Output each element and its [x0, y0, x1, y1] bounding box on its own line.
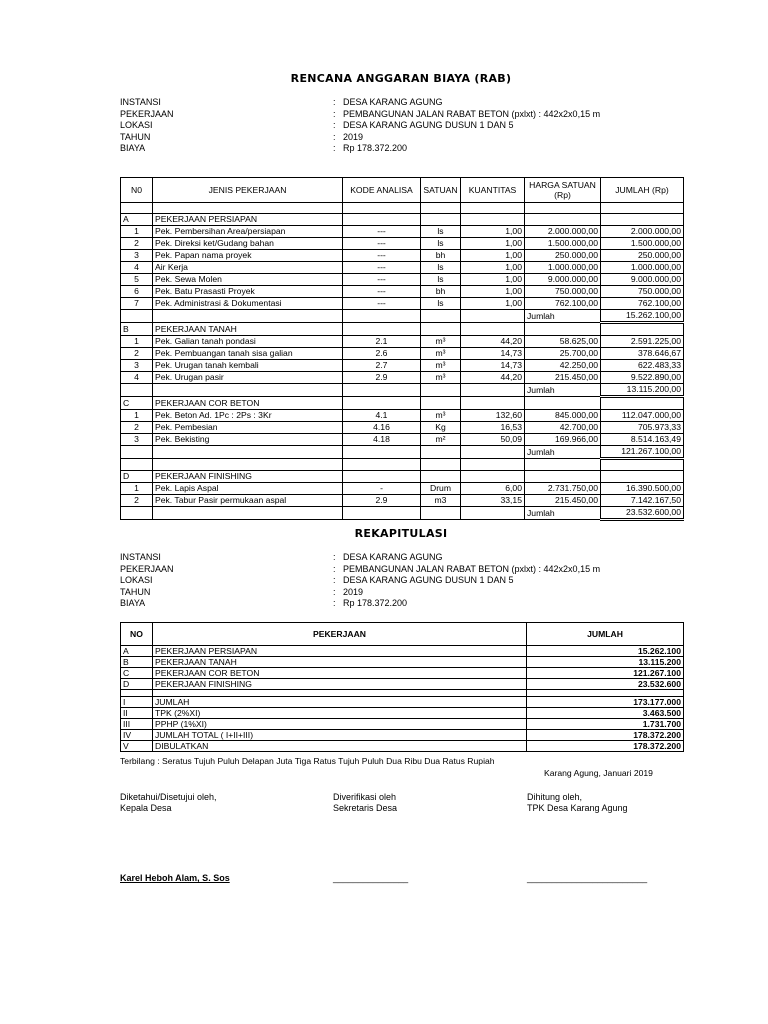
row-kuantitas: 33,15	[461, 495, 525, 507]
row-jenis: Pek. Sewa Molen	[153, 274, 343, 286]
row-kuantitas: 50,09	[461, 434, 525, 446]
table-row	[121, 410, 684, 422]
section-name: PEKERJAAN TANAH	[153, 323, 343, 336]
row-no: 3	[121, 250, 153, 262]
section-name: PEKERJAAN PERSIAPAN	[153, 214, 343, 226]
section-code: C	[121, 397, 153, 410]
rekap-no: IV	[121, 730, 153, 741]
rekap-row	[121, 708, 684, 719]
row-jenis: Pek. Bekisting	[153, 434, 343, 446]
rekap-header-no: NO	[121, 623, 153, 646]
rekap-no: V	[121, 741, 153, 752]
header-harga: HARGA SATUAN (Rp)	[525, 178, 601, 203]
rekap-header-pekerjaan: PEKERJAAN	[153, 623, 527, 646]
jumlah-label: Jumlah	[525, 310, 601, 323]
row-jenis: Pek. Pembersihan Area/persiapan	[153, 226, 343, 238]
section-total: 15.262.100,00	[601, 310, 684, 323]
rekap-table	[120, 622, 684, 752]
row-no: 1	[121, 336, 153, 348]
row-harga: 169.966,00	[525, 434, 601, 446]
table-row	[121, 348, 684, 360]
section-name: PEKERJAAN FINISHING	[153, 471, 343, 483]
row-no: 5	[121, 274, 153, 286]
info-value: DESA KARANG AGUNG	[343, 97, 443, 107]
rekap-row	[121, 719, 684, 730]
table-row	[121, 250, 684, 262]
rekap-pekerjaan: PEKERJAAN TANAH	[153, 657, 527, 668]
info-value: DESA KARANG AGUNG	[343, 552, 443, 562]
jumlah-label: Jumlah	[525, 507, 601, 520]
info-colon: :	[333, 97, 336, 107]
row-kode: 2.1	[343, 336, 421, 348]
info-colon: :	[333, 143, 336, 153]
row-harga: 25.700,00	[525, 348, 601, 360]
table-row	[121, 434, 684, 446]
jumlah-label: Jumlah	[525, 446, 601, 459]
rekap-jumlah: 3.463.500	[527, 708, 684, 719]
section-total: 13.115.200,00	[601, 384, 684, 397]
rekap-jumlah: 178.372.200	[527, 730, 684, 741]
section-header-row	[121, 471, 684, 483]
rekap-pekerjaan: PEKERJAAN FINISHING	[153, 679, 527, 690]
row-satuan: Kg	[421, 422, 461, 434]
rekap-row	[121, 657, 684, 668]
row-jumlah: 8.514.163,49	[601, 434, 684, 446]
row-no: 2	[121, 495, 153, 507]
info-row	[120, 97, 600, 109]
row-kode: ---	[343, 274, 421, 286]
table-row	[121, 298, 684, 310]
section-total-row	[121, 507, 684, 520]
signature-title: Kepala Desa	[120, 803, 172, 813]
row-jenis: Pek. Batu Prasasti Proyek	[153, 286, 343, 298]
info-colon: :	[333, 552, 336, 562]
row-no: 6	[121, 286, 153, 298]
section-code: D	[121, 471, 153, 483]
row-kuantitas: 132,60	[461, 410, 525, 422]
blank-row	[121, 203, 684, 214]
row-satuan: bh	[421, 286, 461, 298]
row-kuantitas: 1,00	[461, 274, 525, 286]
rekap-no: II	[121, 708, 153, 719]
signatory-line-sekretaris: _______________	[333, 873, 409, 883]
row-jenis: Pek. Tabur Pasir permukaan aspal	[153, 495, 343, 507]
section-total-row	[121, 310, 684, 323]
row-kode: ---	[343, 298, 421, 310]
terbilang-text: Terbilang : Seratus Tujuh Puluh Delapan Juta Tiga Ratus Tujuh Puluh Dua Ribu Dua Ratus Rupiah	[120, 756, 495, 766]
row-jumlah: 762.100,00	[601, 298, 684, 310]
row-jenis: Pek. Galian tanah pondasi	[153, 336, 343, 348]
rekap-row	[121, 730, 684, 741]
rekap-pekerjaan: PEKERJAAN COR BETON	[153, 668, 527, 679]
row-kode: 2.6	[343, 348, 421, 360]
rekap-jumlah: 173.177.000	[527, 697, 684, 708]
rekap-info	[120, 552, 600, 610]
jumlah-label: Jumlah	[525, 384, 601, 397]
signature-role: Diketahui/Disetujui oleh,	[120, 792, 217, 802]
row-kuantitas: 1,00	[461, 286, 525, 298]
row-satuan: m3	[421, 495, 461, 507]
header-no: N0	[121, 178, 153, 203]
signatory-name-kepala-desa: Karel Heboh Alam, S. Sos	[120, 873, 230, 883]
row-jumlah: 378.646,67	[601, 348, 684, 360]
row-harga: 1.000.000,00	[525, 262, 601, 274]
row-kode: 2.7	[343, 360, 421, 372]
row-satuan: ls	[421, 262, 461, 274]
info-colon: :	[333, 120, 336, 130]
header-jenis: JENIS PEKERJAAN	[153, 178, 343, 203]
row-jenis: Pek. Lapis Aspal	[153, 483, 343, 495]
info-key: INSTANSI	[120, 552, 161, 562]
rekap-pekerjaan: TPK (2%XI)	[153, 708, 527, 719]
place-date: Karang Agung, Januari 2019	[544, 768, 653, 778]
row-no: 1	[121, 226, 153, 238]
info-row	[120, 575, 600, 587]
row-harga: 58.625,00	[525, 336, 601, 348]
table-row	[121, 336, 684, 348]
row-harga: 42.250,00	[525, 360, 601, 372]
rekap-pekerjaan: JUMLAH TOTAL ( I+II+III)	[153, 730, 527, 741]
rekap-pekerjaan: JUMLAH	[153, 697, 527, 708]
section-total-row	[121, 384, 684, 397]
row-jumlah: 705.973,33	[601, 422, 684, 434]
row-jumlah: 2.000.000,00	[601, 226, 684, 238]
info-key: BIAYA	[120, 598, 146, 608]
row-jenis: Pek. Pembuangan tanah sisa galian	[153, 348, 343, 360]
project-info	[120, 97, 600, 155]
info-colon: :	[333, 586, 336, 597]
table-row	[121, 262, 684, 274]
info-row	[120, 120, 600, 132]
row-harga: 1.500.000,00	[525, 238, 601, 250]
section-header-row	[121, 397, 684, 410]
row-satuan: m³	[421, 348, 461, 360]
rekap-no: A	[121, 646, 153, 657]
table-row	[121, 274, 684, 286]
row-satuan: m³	[421, 360, 461, 372]
row-harga: 2.000.000,00	[525, 226, 601, 238]
row-kuantitas: 16,53	[461, 422, 525, 434]
rekap-header-jumlah: JUMLAH	[527, 623, 684, 646]
row-kuantitas: 44,20	[461, 336, 525, 348]
row-satuan: ls	[421, 226, 461, 238]
row-harga: 42.700,00	[525, 422, 601, 434]
info-row	[120, 109, 600, 121]
info-colon: :	[333, 108, 336, 119]
rab-table	[120, 177, 684, 521]
row-satuan: m³	[421, 372, 461, 384]
info-value: Rp 178.372.200	[343, 598, 408, 608]
rekap-jumlah: 15.262.100	[527, 646, 684, 657]
info-colon: :	[333, 131, 336, 142]
rekap-row	[121, 668, 684, 679]
row-no: 4	[121, 372, 153, 384]
row-satuan: m²	[421, 434, 461, 446]
row-jumlah: 622.483,33	[601, 360, 684, 372]
row-jenis: Pek. Urugan tanah kembali	[153, 360, 343, 372]
rekap-row	[121, 697, 684, 708]
row-jenis: Pek. Urugan pasir	[153, 372, 343, 384]
row-satuan: ls	[421, 238, 461, 250]
row-jenis: Pek. Administrasi & Dokumentasi	[153, 298, 343, 310]
row-kuantitas: 14,73	[461, 348, 525, 360]
rekap-no: III	[121, 719, 153, 730]
row-jumlah: 16.390.500,00	[601, 483, 684, 495]
rekap-row	[121, 679, 684, 690]
row-kode: ---	[343, 262, 421, 274]
row-jenis: Pek. Papan nama proyek	[153, 250, 343, 262]
row-kode: ---	[343, 238, 421, 250]
row-satuan: Drum	[421, 483, 461, 495]
info-colon: :	[333, 575, 336, 585]
row-kuantitas: 1,00	[461, 250, 525, 262]
rekap-jumlah: 23.532.600	[527, 679, 684, 690]
rekap-title: REKAPITULASI	[354, 527, 448, 540]
row-kuantitas: 44,20	[461, 372, 525, 384]
rekap-no: I	[121, 697, 153, 708]
section-name: PEKERJAAN COR BETON	[153, 397, 343, 410]
row-satuan: ls	[421, 298, 461, 310]
row-jumlah: 1.000.000,00	[601, 262, 684, 274]
table-row	[121, 360, 684, 372]
signature-tpk	[527, 792, 628, 814]
row-harga: 750.000,00	[525, 286, 601, 298]
row-no: 1	[121, 483, 153, 495]
row-kode: 2.9	[343, 372, 421, 384]
signature-title: Sekretaris Desa	[333, 803, 398, 813]
signature-sekretaris	[333, 792, 397, 814]
info-row	[120, 564, 600, 576]
section-total: 23.532.600,00	[601, 507, 684, 520]
section-total-row	[121, 446, 684, 459]
info-value: PEMBANGUNAN JALAN RABAT BETON (pxlxt) : 442x2x0,15 m	[343, 563, 601, 574]
row-no: 4	[121, 262, 153, 274]
info-row	[120, 598, 600, 610]
row-satuan: m³	[421, 336, 461, 348]
row-kuantitas: 1,00	[461, 298, 525, 310]
rekap-pekerjaan: PEKERJAAN PERSIAPAN	[153, 646, 527, 657]
row-no: 3	[121, 360, 153, 372]
table-row	[121, 495, 684, 507]
info-value: 2019	[343, 586, 364, 597]
row-satuan: bh	[421, 250, 461, 262]
row-kuantitas: 14,73	[461, 360, 525, 372]
rekap-jumlah: 13.115.200	[527, 657, 684, 668]
row-jenis: Pek. Direksi ket/Gudang bahan	[153, 238, 343, 250]
info-key: LOKASI	[120, 575, 153, 585]
row-kode: ---	[343, 286, 421, 298]
header-kuantitas: KUANTITAS	[461, 178, 525, 203]
info-key: BIAYA	[120, 143, 146, 153]
table-row	[121, 372, 684, 384]
header-jumlah: JUMLAH (Rp)	[601, 178, 684, 203]
info-colon: :	[333, 598, 336, 608]
info-row	[120, 587, 600, 599]
row-harga: 2.731.750,00	[525, 483, 601, 495]
signature-title: TPK Desa Karang Agung	[527, 803, 628, 813]
signatory-line-tpk: ________________________	[527, 873, 648, 883]
info-key: TAHUN	[120, 586, 151, 597]
row-jumlah: 2.591.225,00	[601, 336, 684, 348]
header-kode: KODE ANALISA	[343, 178, 421, 203]
table-row	[121, 286, 684, 298]
row-jumlah: 9.000.000,00	[601, 274, 684, 286]
section-code: B	[121, 323, 153, 336]
row-no: 2	[121, 348, 153, 360]
row-no: 3	[121, 434, 153, 446]
row-no: 1	[121, 410, 153, 422]
info-value: DESA KARANG AGUNG DUSUN 1 DAN 5	[343, 575, 514, 585]
rekap-pekerjaan: DIBULATKAN	[153, 741, 527, 752]
table-row	[121, 483, 684, 495]
section-header-row	[121, 323, 684, 336]
row-satuan: m³	[421, 410, 461, 422]
info-colon: :	[333, 563, 336, 574]
signature-kepala-desa	[120, 792, 217, 814]
row-no: 2	[121, 422, 153, 434]
info-key: LOKASI	[120, 120, 153, 130]
rekap-no: B	[121, 657, 153, 668]
info-row	[120, 132, 600, 144]
row-kode: 4.18	[343, 434, 421, 446]
row-kuantitas: 6,00	[461, 483, 525, 495]
row-harga: 215.450,00	[525, 372, 601, 384]
rekap-row	[121, 741, 684, 752]
signature-role: Diverifikasi oleh	[333, 792, 397, 802]
table-row	[121, 238, 684, 250]
info-value: Rp 178.372.200	[343, 143, 408, 153]
section-code: A	[121, 214, 153, 226]
blank-row	[121, 690, 684, 697]
info-value: 2019	[343, 131, 364, 142]
info-key: PEKERJAAN	[120, 563, 174, 574]
row-jenis: Air Kerja	[153, 262, 343, 274]
rekap-no: C	[121, 668, 153, 679]
row-no: 2	[121, 238, 153, 250]
row-jumlah: 9.522.890,00	[601, 372, 684, 384]
row-jenis: Pek. Pembesian	[153, 422, 343, 434]
row-kode: ---	[343, 250, 421, 262]
row-kode: -	[343, 483, 421, 495]
signature-role: Dihitung oleh,	[527, 792, 583, 802]
page-title: RENCANA ANGGARAN BIAYA (RAB)	[290, 72, 512, 85]
info-key: INSTANSI	[120, 97, 161, 107]
info-key: PEKERJAAN	[120, 108, 174, 119]
info-value: DESA KARANG AGUNG DUSUN 1 DAN 5	[343, 120, 514, 130]
table-row	[121, 422, 684, 434]
info-value: PEMBANGUNAN JALAN RABAT BETON (pxlxt) : 442x2x0,15 m	[343, 108, 601, 119]
row-kuantitas: 1,00	[461, 226, 525, 238]
row-kode: 4.16	[343, 422, 421, 434]
row-harga: 9.000.000,00	[525, 274, 601, 286]
row-jumlah: 750.000,00	[601, 286, 684, 298]
rekap-no: D	[121, 679, 153, 690]
row-harga: 215.450,00	[525, 495, 601, 507]
row-kode: ---	[343, 226, 421, 238]
row-no: 7	[121, 298, 153, 310]
info-row	[120, 552, 600, 564]
rekap-pekerjaan: PPHP (1%XI)	[153, 719, 527, 730]
row-jumlah: 7.142.167,50	[601, 495, 684, 507]
row-jumlah: 112.047.000,00	[601, 410, 684, 422]
rekap-jumlah: 1.731.700	[527, 719, 684, 730]
table-row	[121, 226, 684, 238]
row-harga: 762.100,00	[525, 298, 601, 310]
rekap-jumlah: 121.267.100	[527, 668, 684, 679]
row-jenis: Pek. Beton Ad. 1Pc : 2Ps : 3Kr	[153, 410, 343, 422]
section-total: 121.267.100,00	[601, 446, 684, 459]
row-kode: 2.9	[343, 495, 421, 507]
rekap-row	[121, 646, 684, 657]
row-kuantitas: 1,00	[461, 238, 525, 250]
row-jumlah: 250.000,00	[601, 250, 684, 262]
info-row	[120, 143, 600, 155]
section-header-row	[121, 214, 684, 226]
row-kuantitas: 1,00	[461, 262, 525, 274]
blank-row	[121, 459, 684, 471]
header-satuan: SATUAN	[421, 178, 461, 203]
info-key: TAHUN	[120, 131, 151, 142]
row-kode: 4.1	[343, 410, 421, 422]
row-jumlah: 1.500.000,00	[601, 238, 684, 250]
row-satuan: ls	[421, 274, 461, 286]
row-harga: 250.000,00	[525, 250, 601, 262]
rekap-jumlah: 178.372.200	[527, 741, 684, 752]
row-harga: 845.000,00	[525, 410, 601, 422]
